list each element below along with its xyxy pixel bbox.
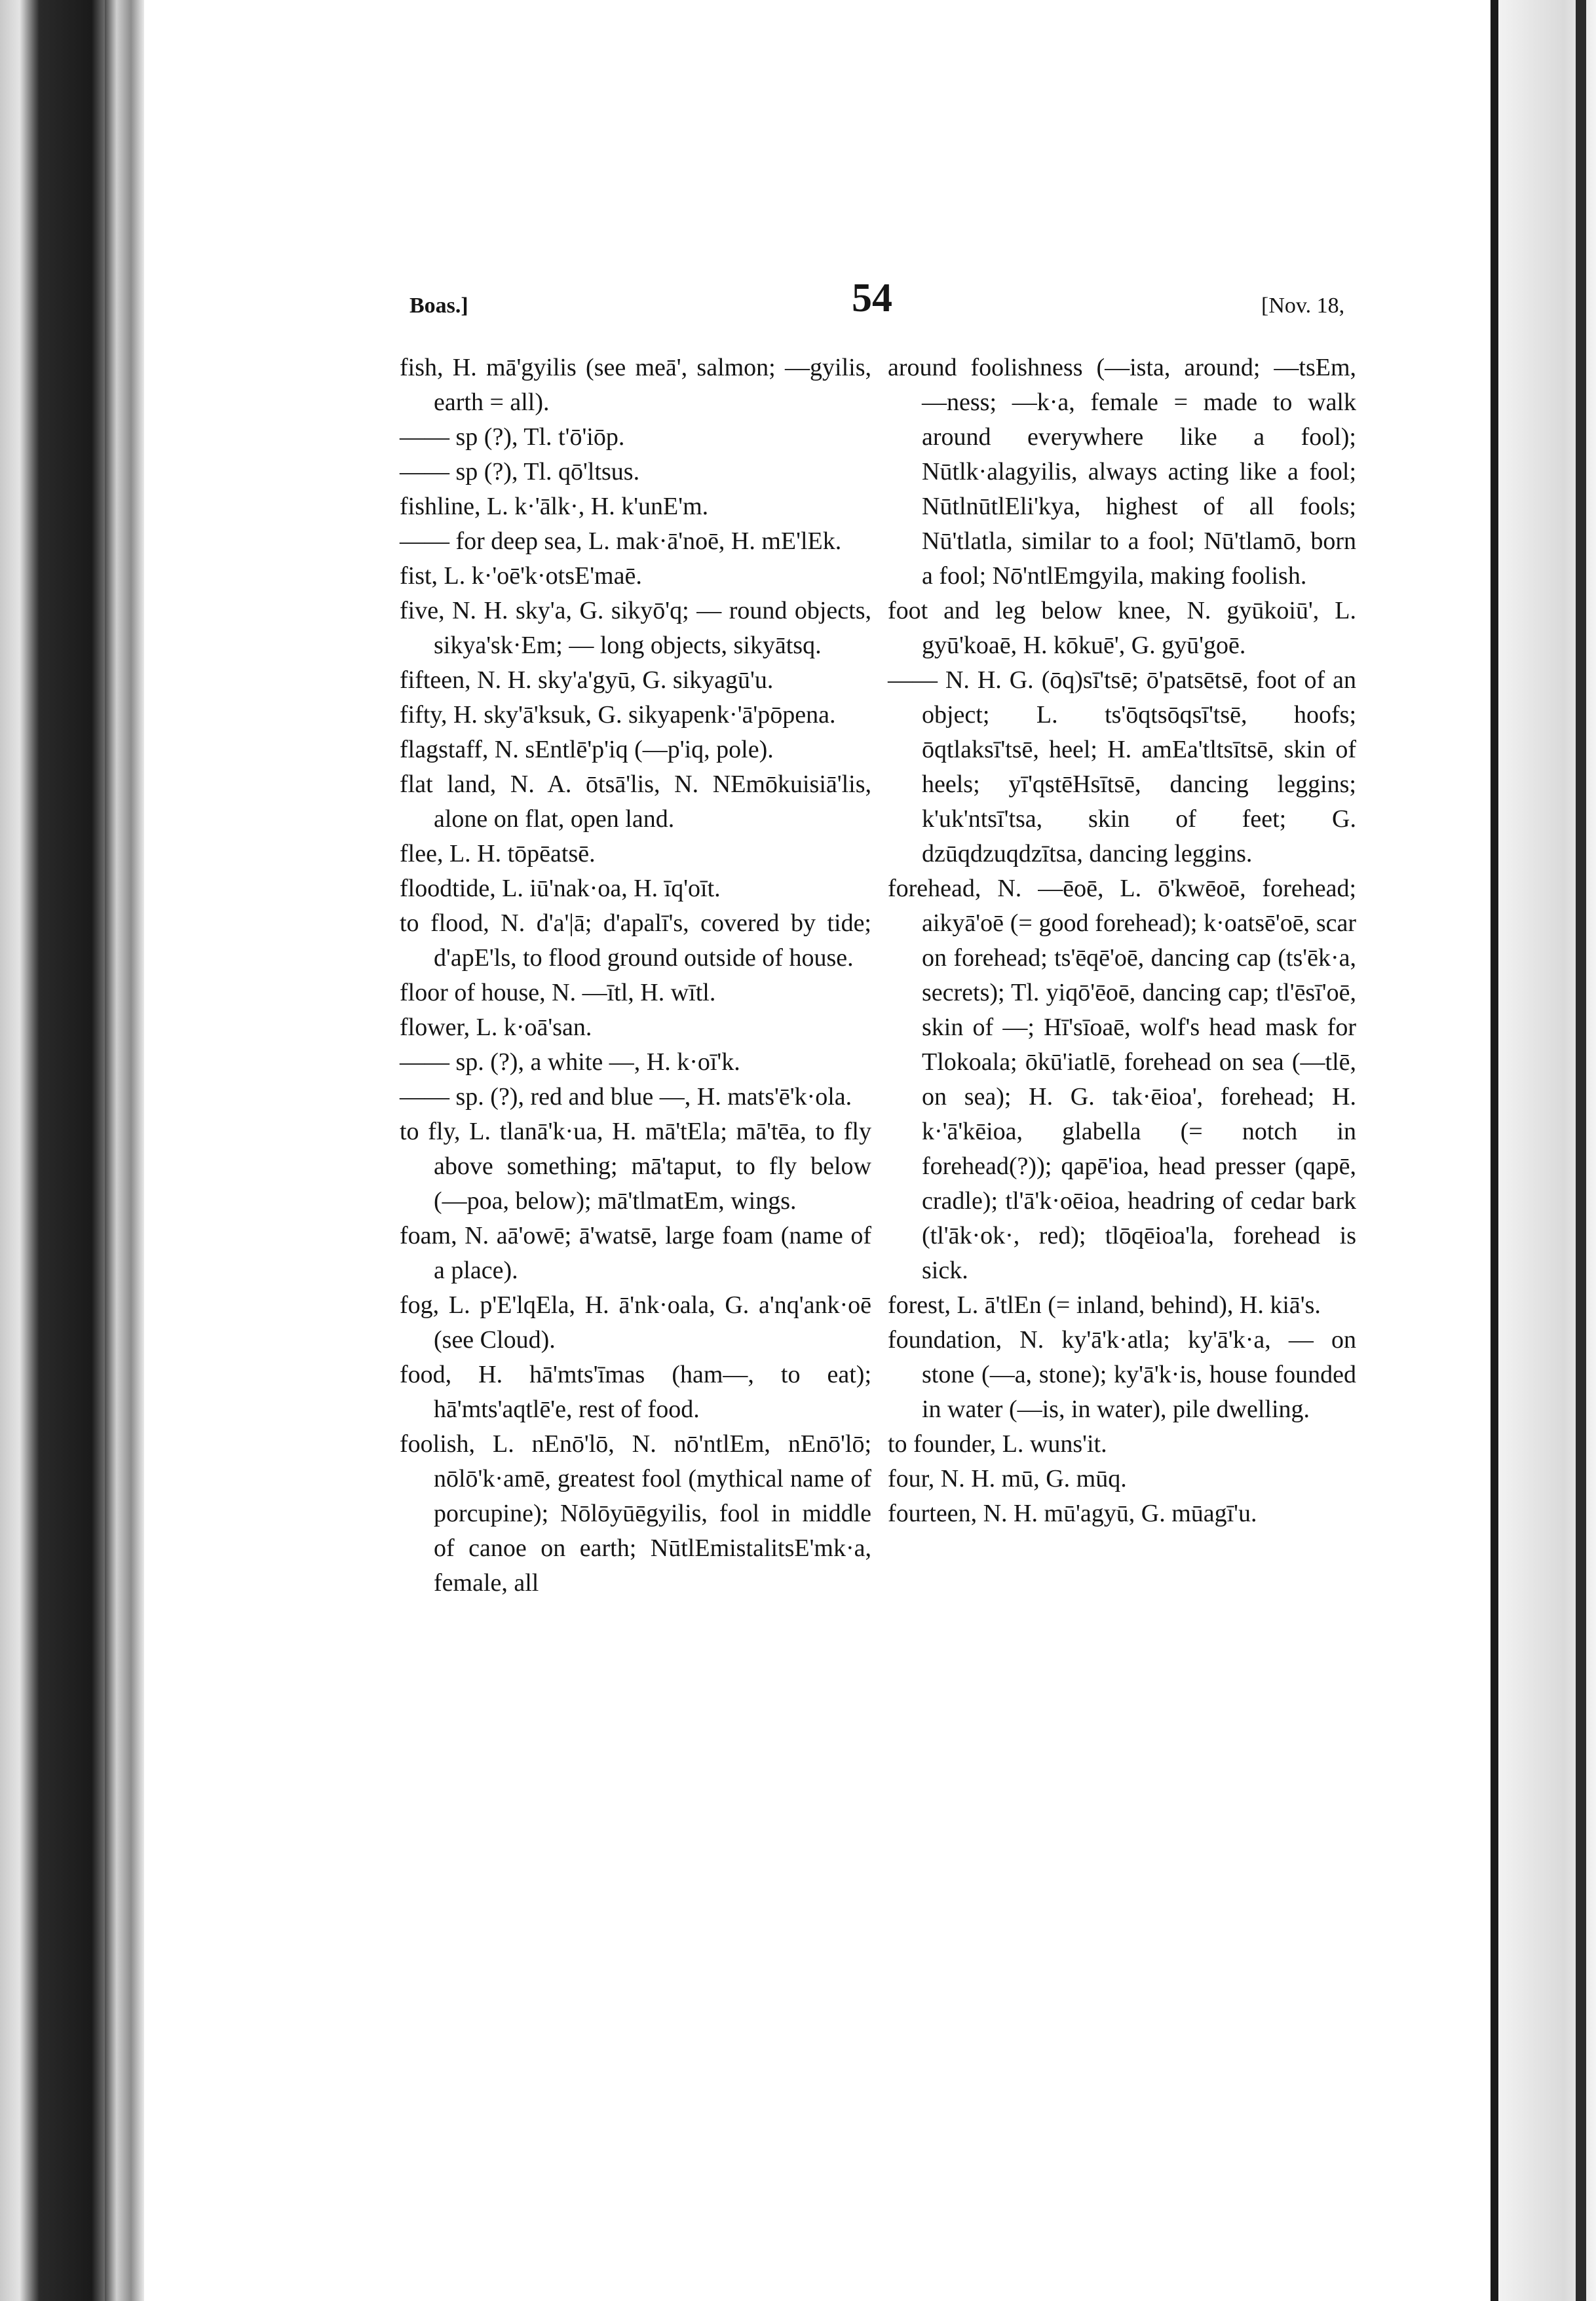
entry: floodtide, L. iū'nak·oa, H. īq'oīt. (400, 875, 721, 902)
entry: food, H. hā'mts'īmas (ham—, to eat); hā'mts'aqtlē'e, rest of food. (400, 1361, 871, 1423)
entry: —— for deep sea, L. mak·ā'noē, H. mE'lEk. (400, 527, 842, 555)
running-head-date: [Nov. 18, (1261, 294, 1345, 318)
entry: four, N. H. mū, G. mūq. (888, 1465, 1127, 1493)
entry: —— sp. (?), red and blue —, H. mats'ē'k·ola. (400, 1083, 852, 1111)
entry: to flood, N. d'a'|ā; d'apalī's, covered by tide; d'apE'ls, to flood ground outside of house. (400, 909, 871, 972)
entry: to fly, L. tlanā'k·ua, H. mā'tEla; mā'tēa, to fly above something; mā'taput, to fly below (—poa, below); mā'tlmatEm, wings. (400, 1118, 871, 1215)
entry: flat land, N. A. ōtsā'lis, N. NEmōkuisiā'lis, alone on flat, open land. (400, 770, 871, 833)
entry: foam, N. aā'owē; ā'watsē, large foam (name of a place). (400, 1222, 871, 1284)
left-column (400, 351, 871, 1601)
entry: foolish, L. nEnō'lō, N. nō'ntlEm, nEnō'lō; nōlō'k·amē, greatest fool (mythical name of porcupine); Nōlōyūēgyilis, fool in middle of canoe on earth; NūtlEmistalitsE'mk·a, female, all (400, 1430, 871, 1597)
entry: around foolishness (—ista, around; —tsEm, —ness; —k·a, female = made to walk around everywhere like a fool); Nūtlk·alagyilis, always acting like a fool; NūtlnūtlEli'kya, highest of all fools; Nū'tlatla, similar to a fool; Nū'tlamō, born a fool; Nō'ntlEmgyila, making foolish. (888, 354, 1356, 590)
entry: —— sp (?), Tl. t'ō'iōp. (400, 423, 625, 451)
entry: floor of house, N. —ītl, H. wītl. (400, 979, 716, 1006)
entry: fishline, L. k·'ālk·, H. k'unE'm. (400, 493, 709, 520)
entry: flower, L. k·oā'san. (400, 1014, 592, 1041)
entry: fourteen, N. H. mū'agyū, G. mūagī'u. (888, 1500, 1257, 1527)
entry: —— N. H. G. (ōq)sī'tsē; ō'patsētsē, foot of an object; L. ts'ōqtsōqsī'tsē, hoofs; ōqtlaksī'tsē, heel; H. amEa'tltsītsē, skin of heels; yī'qstēHsītsē, dancing leggins; k'uk'ntsī'tsa, skin of feet; G. dzūqdzuqdzītsa, dancing leggins. (888, 666, 1356, 867)
entry: fish, H. mā'gyilis (see meā', salmon; —gyilis, earth = all). (400, 354, 871, 416)
entry: to founder, L. wuns'it. (888, 1430, 1107, 1458)
entry: fist, L. k·'oē'k·otsE'maē. (400, 562, 642, 590)
entry: fifty, H. sky'ā'ksuk, G. sikyapenk·'ā'pōpena. (400, 701, 836, 729)
entry: foundation, N. ky'ā'k·atla; ky'ā'k·a, — on stone (—a, stone); ky'ā'k·is, house founded in water (—is, in water), pile dwelling. (888, 1326, 1356, 1423)
entry: flee, L. H. tōpēatsē. (400, 840, 596, 867)
entry: fifteen, N. H. sky'a'gyū, G. sikyagū'u. (400, 666, 774, 694)
entry: fog, L. p'E'lqEla, H. ā'nk·oala, G. a'nq'ank·oē (see Cloud). (400, 1291, 871, 1354)
page-header (0, 275, 1596, 354)
running-head-author: Boas.] (409, 294, 468, 318)
entry: —— sp (?), Tl. qō'ltsus. (400, 458, 640, 485)
entry: —— sp. (?), a white —, H. k·oī'k. (400, 1048, 740, 1076)
right-column (888, 351, 1356, 1531)
entry: forehead, N. —ēoē, L. ō'kwēoē, forehead; aikyā'oē (= good forehead); k·oatsē'oē, scar on forehead; ts'ēqē'oē, dancing cap (ts'ēk·a, secrets); Tl. yiqō'ēoē, dancing cap; tl'ēsī'oē, skin of —; Hī'sīoaē, wolf's head mask for Tlokoala; ōkū'iatlē, forehead on sea (—tlē, on sea); H. G. tak·ēioa', forehead; H. k·'ā'kēioa, glabella (= notch in forehead(?)); qapē'ioa, head presser (qapē, cradle); tl'ā'k·oēioa, headring of cedar bark (tl'āk·ok·, red); tlōqēioa'la, forehead is sick. (888, 875, 1356, 1284)
entry: flagstaff, N. sEntlē'p'iq (—p'iq, pole). (400, 736, 774, 763)
entry: five, N. H. sky'a, G. sikyō'q; — round objects, sikya'sk·Em; — long objects, sikyātsq. (400, 597, 871, 659)
entry: foot and leg below knee, N. gyūkoiū', L. gyū'koaē, H. kōkuē', G. gyū'goē. (888, 597, 1356, 659)
page-number: 54 (852, 276, 892, 320)
entry: forest, L. ā'tlEn (= inland, behind), H. kiā's. (888, 1291, 1321, 1319)
